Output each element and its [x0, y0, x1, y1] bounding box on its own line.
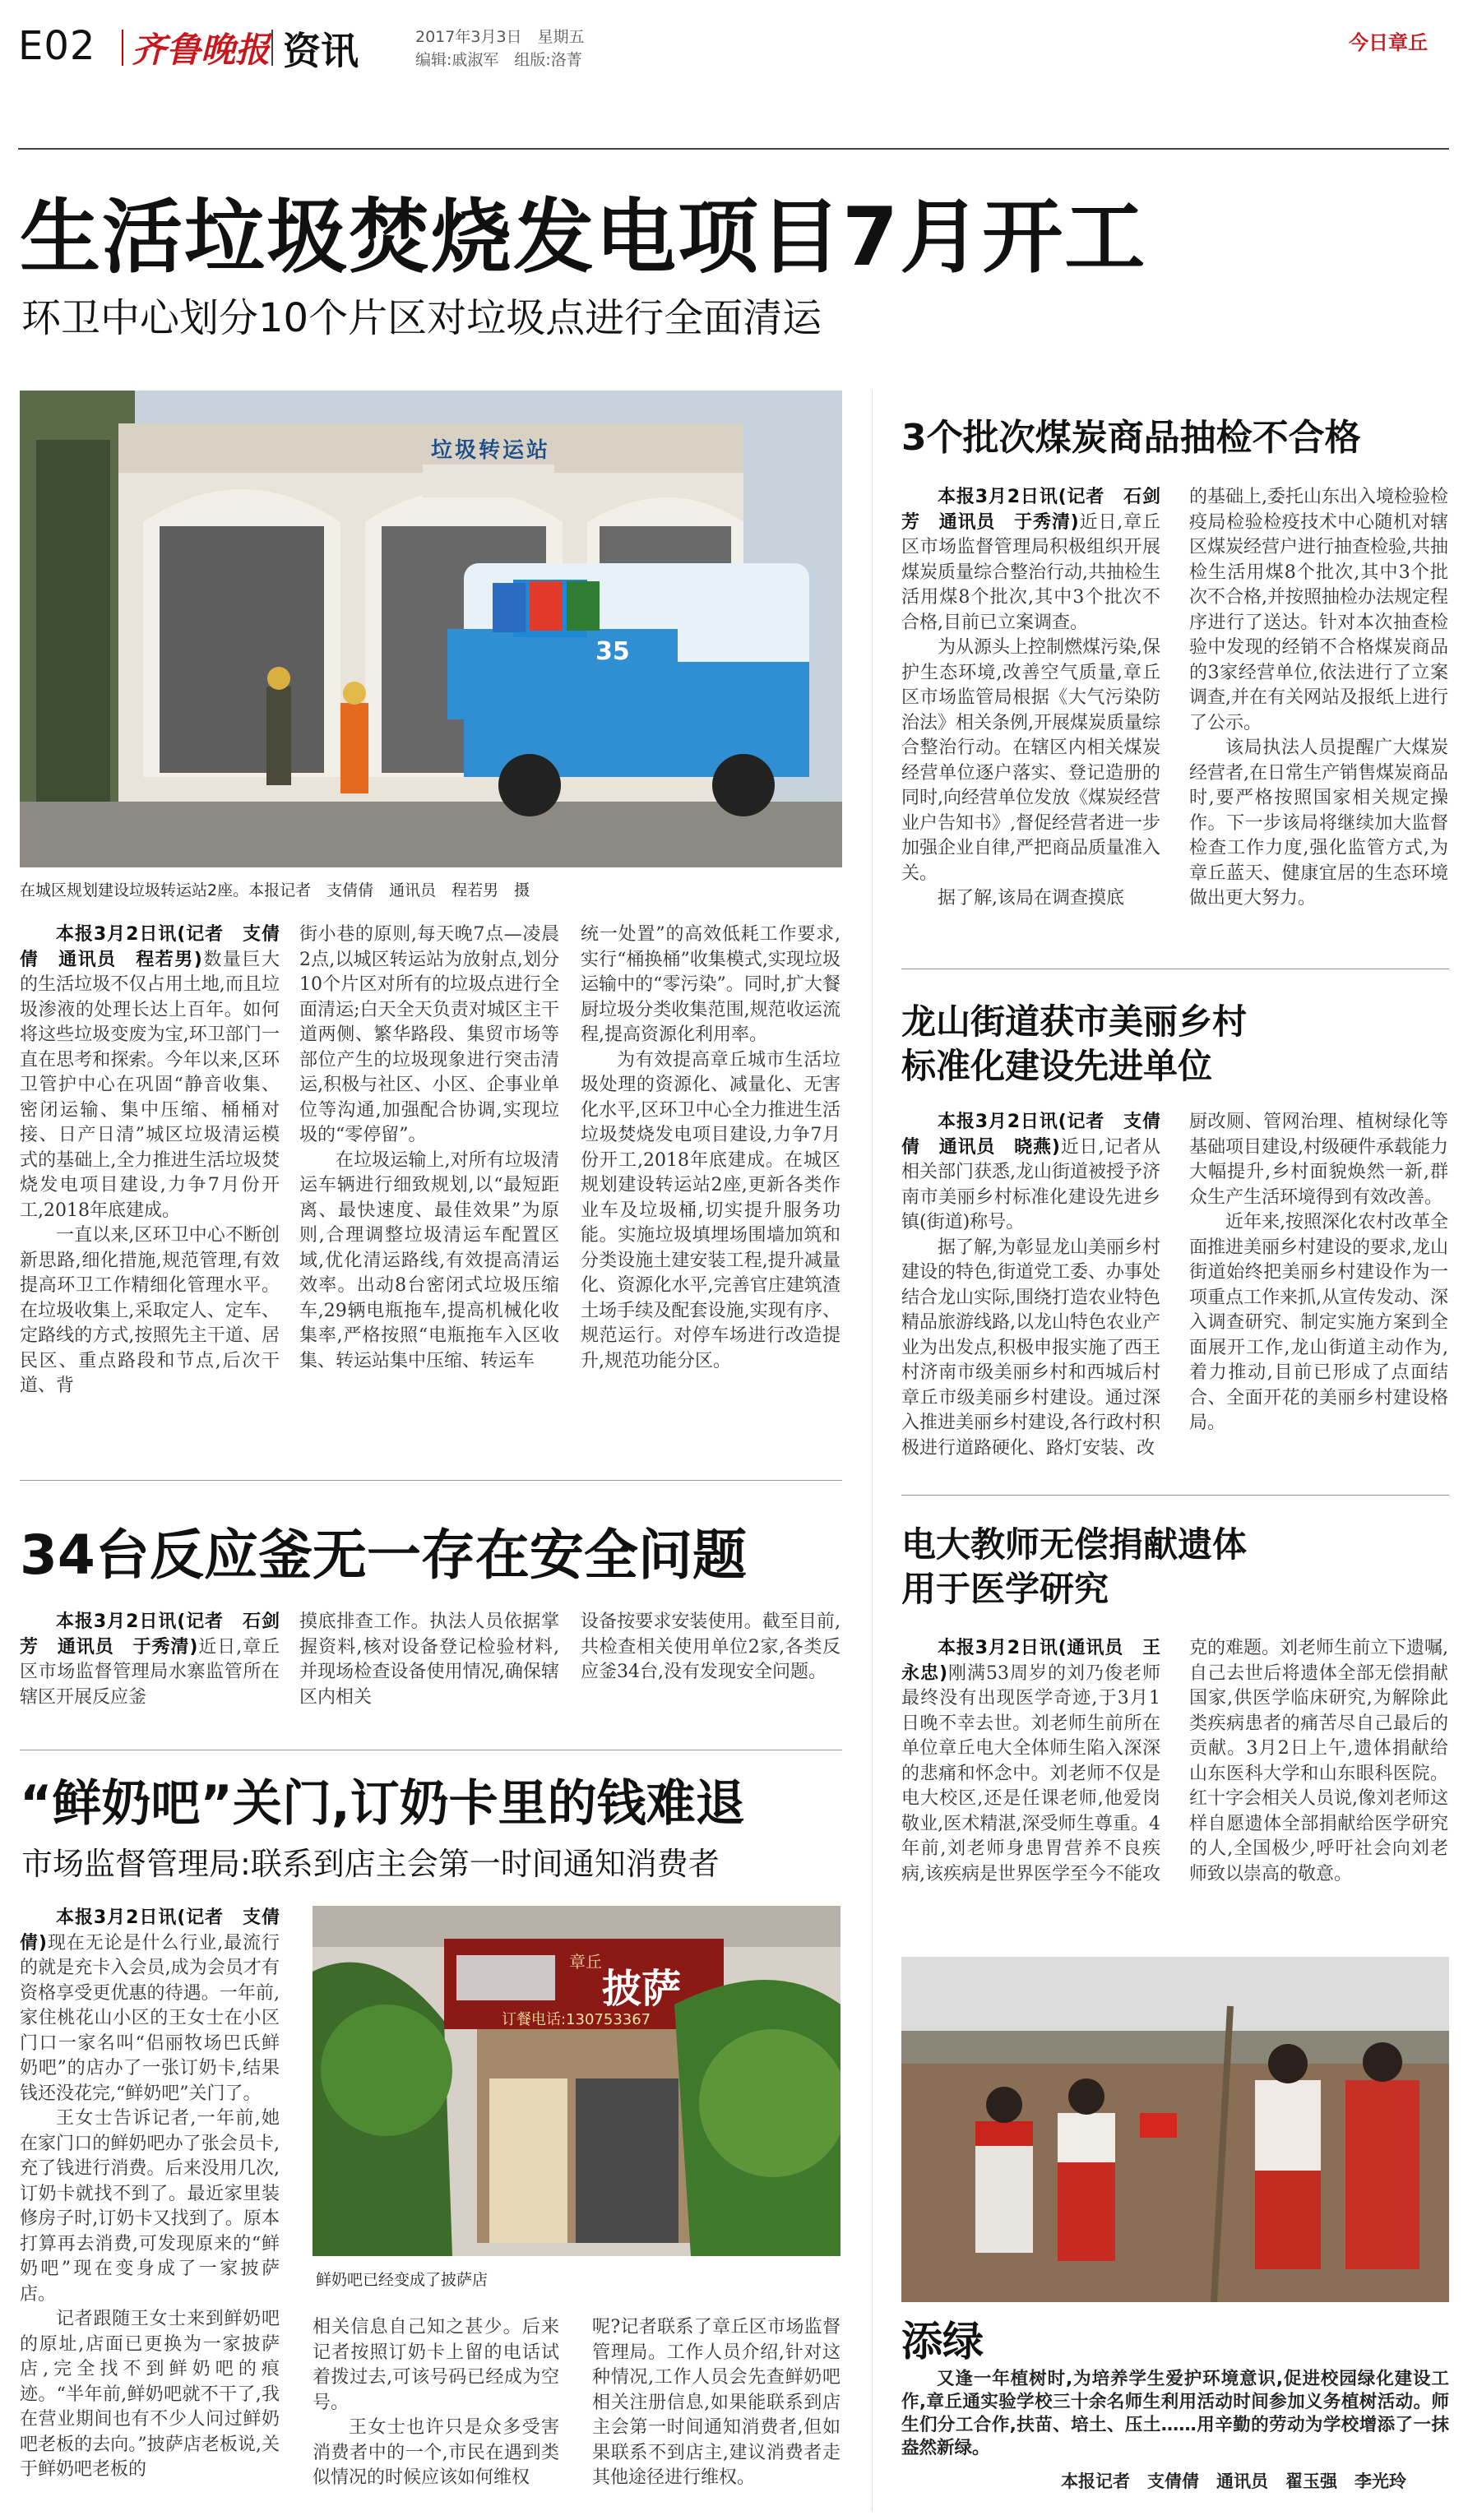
- issue-date: 2017年3月3日 星期五: [415, 28, 585, 46]
- teacher-text-1: 刚满53周岁的刘乃俊老师最终没有出现医学奇迹,于3月1日晚不幸去世。刘老师生前所在单位章丘电大全体师生陷入深深的悲痛和怀念中。刘老师不仅是电大校区,还是任课老师,他爱岗敬业,医术精湛,深受师生尊重。4年前,刘老师身患胃营养不良疾病,该疾病是世界医学至今不能攻: [901, 1662, 1160, 1884]
- coal-text-1b: 为从源头上控制燃煤污染,保护生态环境,改善空气质量,章丘区市场监管局根据《大气污染防治法》相关条例,开展煤炭质量综合整治行动。在辖区内相关煤炭经营单位逐户落实、登记造册的同时,向经营单位发放《煤炭经营业户告知书》,督促经营者进一步加强企业自律,严把商品质量准入关。: [901, 637, 1160, 884]
- boilers-column-3: [581, 1610, 841, 1715]
- milk-subhead: 市场监督管理局:联系到店主会第一时间通知消费者: [21, 1846, 720, 1882]
- longshan-column-1: [901, 1110, 1160, 1488]
- milk-text-2: 相关信息自己知之甚少。后来记者按照订奶卡上留的电话试着拨过去,可该号码已经成为空号。: [313, 2317, 559, 2413]
- longshan-headline-2: 标准化建设先进单位: [901, 1046, 1213, 1086]
- divider-lead-bottom: [20, 1480, 842, 1481]
- tree-planting-photo: [901, 1957, 1449, 2302]
- boilers-byline: 本报3月2日讯(记者 石剑芳 通讯员 于秀清): [20, 1611, 280, 1658]
- edition-name: 今日章丘: [1349, 31, 1428, 54]
- milk-text-3: 呢?记者联系了章丘区市场监督管理局。工作人员介绍,针对这种情况,工作人员会先查鲜奶吧相关注册信息,如果能联系到店主会第一时间通知消费者,但如果联系不到店主,建议消费者走其他途径进行维权。: [592, 2317, 841, 2488]
- lead-column-1: [20, 922, 280, 1416]
- longshan-text-1b: 据了解,为彰显龙山美丽乡村建设的特色,街道党工委、办事处结合龙山实际,围绕打造农业特色精品旅游线路,以龙山特色农业产业为出发点,积极申报实施了西王村济南市级美丽乡村和西城后村章丘市级美丽乡村建设。通过深入推进美丽乡村建设,各行政村积极进行道路硬化、路灯安装、改: [901, 1237, 1160, 1459]
- teacher-byline: 本报3月2日讯(通讯员 王永忠): [901, 1638, 1160, 1684]
- lead-text-1b: 一直以来,区环卫中心不断创新思路,细化措施,规范管理,有效提高环卫工作精细化管理水平。在垃圾收集上,采取定人、定车、定路线的方式,按照先主干道、居民区、重点路段和节点,后次干道、背: [20, 1225, 280, 1396]
- green-text: 又逢一年植树时,为培养学生爱护环境意识,促进校园绿化建设工作,章丘通实验学校三十余名师生利用活动时间参加义务植树活动。师生们分工合作,扶苗、培土、压土……用辛勤的劳动为学校增添了一抹盎然新绿。: [901, 2369, 1449, 2458]
- coal-column-1: [901, 485, 1160, 954]
- boilers-text-3: 设备按要求安装使用。截至目前,共检查相关使用单位2家,各类反应釜34台,没有发现安全问题。: [581, 1611, 841, 1682]
- truck-number: 35: [595, 637, 630, 666]
- pizza-sign: 披萨: [602, 1966, 682, 2012]
- pizza-photo-caption: 鲜奶吧已经变成了披萨店: [316, 2271, 489, 2289]
- milk-text-1b: 王女士告诉记者,一年前,她在家门口的鲜奶吧办了张会员卡,充了钱进行消费。后来没用几次,订奶卡就找不到了。最近家里装修房子时,订奶卡又找到了。原本打算再去消费,可发现原来的“鲜奶吧”现在变身成了一家披萨店。: [20, 2108, 280, 2305]
- coal-text-1c: 据了解,该局在调查摸底: [938, 888, 1124, 909]
- masthead-divider-2: [271, 30, 273, 66]
- teacher-headline-2: 用于医学研究: [901, 1569, 1109, 1609]
- milk-headline: “鲜奶吧”关门,订奶卡里的钱难退: [20, 1775, 745, 1833]
- milk-column-3: [592, 2315, 841, 2513]
- masthead-rule: [18, 148, 1449, 150]
- editor-credit: 编辑:戚淑军 组版:洛菁: [415, 51, 582, 69]
- divider-longshan: [901, 1495, 1449, 1496]
- lead-text-1: 数量巨大的生活垃圾不仅占用土地,而且垃圾渗液的处理长达上百年。如何将这些垃圾变废为宝,环卫部门一直在思考和探索。今年以来,区环卫管护中心在巩固“静音收集、密闭运输、集中压缩、桶桶对接、日产日清”城区垃圾清运模式的基础上,全力推进生活垃圾焚烧发电项目建设,力争7月份开工,2018年底建成。: [20, 949, 280, 1221]
- lead-headline: 生活垃圾焚烧发电项目7月开工: [20, 191, 1147, 284]
- lead-text-2: 街小巷的原则,每天晚7点—凌晨2点,以城区转运站为放射点,划分10个片区对所有的垃圾点进行全面清运;白天全天负责对城区主干道两侧、繁华路段、集贸市场等部位产生的垃圾现象进行突击清运,积极与社区、小区、企事业单位等沟通,加强配合协调,实现垃圾的“零停留”。: [299, 924, 559, 1145]
- newspaper-logo: 齐鲁晚报: [132, 30, 271, 70]
- lead-subhead: 环卫中心划分10个片区对垃圾点进行全面清运: [21, 295, 822, 341]
- coal-text-2b: 该局执法人员提醒广大煤炭经营者,在日常生产销售煤炭商品时,要严格按照国家相关规定操作。下一步该局将继续加大监督检查工作力度,强化监管方式,为章丘蓝天、健康宜居的生态环境做出更大努力。: [1189, 738, 1448, 909]
- milk-text-1c: 记者跟随王女士来到鲜奶吧的原址,店面已更换为一家披萨店,完全找不到鲜奶吧的痕迹。“半年前,鲜奶吧就不干了,我在营业期间也有不少人问过鲜奶吧老板的去向。”披萨店老板说,关于鲜奶吧老板的: [20, 2309, 280, 2480]
- lead-text-2b: 在垃圾运输上,对所有垃圾清运车辆进行细致规划,以“最短距离、最快速度、最佳效果”为原则,合理调整垃圾清运车配置区域,优化清运路线,有效提高清运效率。出动8台密闭式垃圾压缩车,29辆电瓶拖车,提高机械化收集率,严格按照“电瓶拖车入区收集、转运站集中压缩、转运车: [299, 1149, 559, 1371]
- milk-column-2: [313, 2315, 559, 2513]
- green-headline: 添绿: [901, 2318, 984, 2365]
- milk-text-2b: 王女士也许只是众多受害消费者中的一个,市民在遇到类似情况的时候应该如何维权: [313, 2417, 559, 2488]
- station-sign: 垃圾转运站: [431, 438, 551, 463]
- teacher-column-1: [901, 1636, 1160, 1916]
- teacher-headline-1: 电大教师无偿捐献遗体: [901, 1524, 1248, 1565]
- teacher-text-2: 克的难题。刘老师生前立下遗嘱,自己去世后将遗体全部无偿捐献国家,供医学临床研究,为解除此类疾病患者的痛苦尽自己最后的贡献。3月2日上午,遗体捐献给山东医科大学和山东眼科医院。红十字会相关人员说,像刘老师这样自愿遗体全部捐献给医学研究的人,全国极少,呼吁社会向刘老师致以崇高的敬意。: [1189, 1638, 1448, 1884]
- boilers-column-2: [299, 1610, 559, 1715]
- coal-byline: 本报3月2日讯(记者 石剑芳 通讯员 于秀清): [901, 487, 1160, 533]
- lead-column-3: [581, 922, 841, 1416]
- boilers-column-1: [20, 1610, 280, 1715]
- longshan-text-1: 近日,记者从相关部门获悉,龙山街道被授予济南市美丽乡村标准化建设先进乡镇(街道)称号。: [901, 1136, 1160, 1232]
- lead-photo-caption: 在城区规划建设垃圾转运站2座。本报记者 支倩倩 通讯员 程若男 摄: [20, 881, 530, 899]
- pizza-sign-small: 章丘: [569, 1952, 602, 1972]
- milk-text-1: 现在无论是什么行业,最流行的就是充卡入会员,成为会员才有资格享受更优惠的待遇。一年前,家住桃花山小区的王女士在小区门口一家名叫“侣丽牧场巴氏鲜奶吧”的店办了一张订奶卡,结果钱还没花完,“鲜奶吧”关门了。: [20, 1932, 280, 2104]
- pizza-shop-photo: [313, 1906, 841, 2256]
- milk-byline: 本报3月2日讯(记者 支倩倩): [20, 1907, 280, 1954]
- boilers-text-1: 近日,章丘区市场监督管理局水寨监管所在辖区开展反应釜: [20, 1636, 280, 1708]
- green-credit: 本报记者 支倩倩 通讯员 翟玉强 李光玲: [1061, 2471, 1406, 2491]
- transfer-station-photo: [20, 391, 842, 867]
- lead-column-2: [299, 922, 559, 1416]
- teacher-column-2: [1189, 1636, 1448, 1916]
- lead-text-3: 统一处置”的高效低耗工作要求,实行“桶换桶”收集模式,实现垃圾运输中的“零污染”。同时,扩大餐厨垃圾分类收集范围,规范收运流程,提高资源化利用率。: [581, 924, 841, 1045]
- coal-text-1: 近日,章丘区市场监督管理局积极组织开展煤炭质量综合整治行动,共抽检生活用煤8个批次,其中3个批次不合格,目前已立案调查。: [901, 511, 1160, 633]
- lead-text-3b: 为有效提高章丘城市生活垃圾处理的资源化、减量化、无害化水平,区环卫中心全力推进生活垃圾焚烧发电项目建设,力争7月份开工,2018年底建成。在城区规划建设转运站2座,更新各类作业车及垃圾桶,切实提升服务功能。实施垃圾填埋场围墙加筑和分类设施土建安装工程,提升减量化、资源化水平,完善官庄建筑渣土场手续及配套设施,实现有序、规范运行。对停车场进行改造提升,规范功能分区。: [581, 1049, 841, 1371]
- tree-planting-illustration: [901, 1957, 1449, 2302]
- coal-headline: 3个批次煤炭商品抽检不合格: [901, 417, 1361, 459]
- longshan-headline-1: 龙山街道获市美丽乡村: [901, 1001, 1248, 1042]
- longshan-byline: 本报3月2日讯(记者 支倩倩 通讯员 晓燕): [901, 1112, 1160, 1158]
- page-number: E02: [18, 23, 96, 69]
- column-separator: [872, 391, 873, 2512]
- milk-column-1: [20, 1906, 280, 2513]
- masthead-divider: [122, 30, 123, 66]
- longshan-column-2: [1189, 1110, 1448, 1488]
- section-name: 资讯: [283, 29, 359, 73]
- lead-byline: 本报3月2日讯(记者 支倩倩 通讯员 程若男): [20, 924, 280, 970]
- boilers-headline: 34台反应釜无一存在安全问题: [20, 1524, 747, 1587]
- boilers-text-2: 摸底排查工作。执法人员依据掌握资料,核对设备登记检验材料,并现场检查设备使用情况,确保辖区内相关: [299, 1611, 559, 1708]
- coal-column-2: [1189, 485, 1448, 954]
- coal-text-2: 的基础上,委托山东出入境检验检疫局检验检疫技术中心随机对辖区煤炭经营户进行抽查检验,共抽检生活用煤8个批次,其中3个批次不合格,并按照抽检办法规定程序进行了送达。针对本次抽查检验中发现的经销不合格煤炭商品的3家经营单位,依法进行了立案调查,并在有关网站及报纸上进行了公示。: [1189, 487, 1448, 733]
- longshan-text-2: 厨改厕、管网治理、植树绿化等基础项目建设,村级硬件承载能力大幅提升,乡村面貌焕然一新,群众生产生活环境得到有效改善。: [1189, 1112, 1448, 1208]
- longshan-text-2b: 近年来,按照深化农村改革全面推进美丽乡村建设的要求,龙山街道始终把美丽乡村建设作为一项重点工作来抓,从宣传发动、深入调查研究、制定实施方案到全面展开工作,龙山街道主动作为,着力推动,目前已形成了点面结合、全面开花的美丽乡村建设格局。: [1189, 1212, 1448, 1433]
- pizza-phone: 订餐电话:130753367: [502, 2011, 651, 2028]
